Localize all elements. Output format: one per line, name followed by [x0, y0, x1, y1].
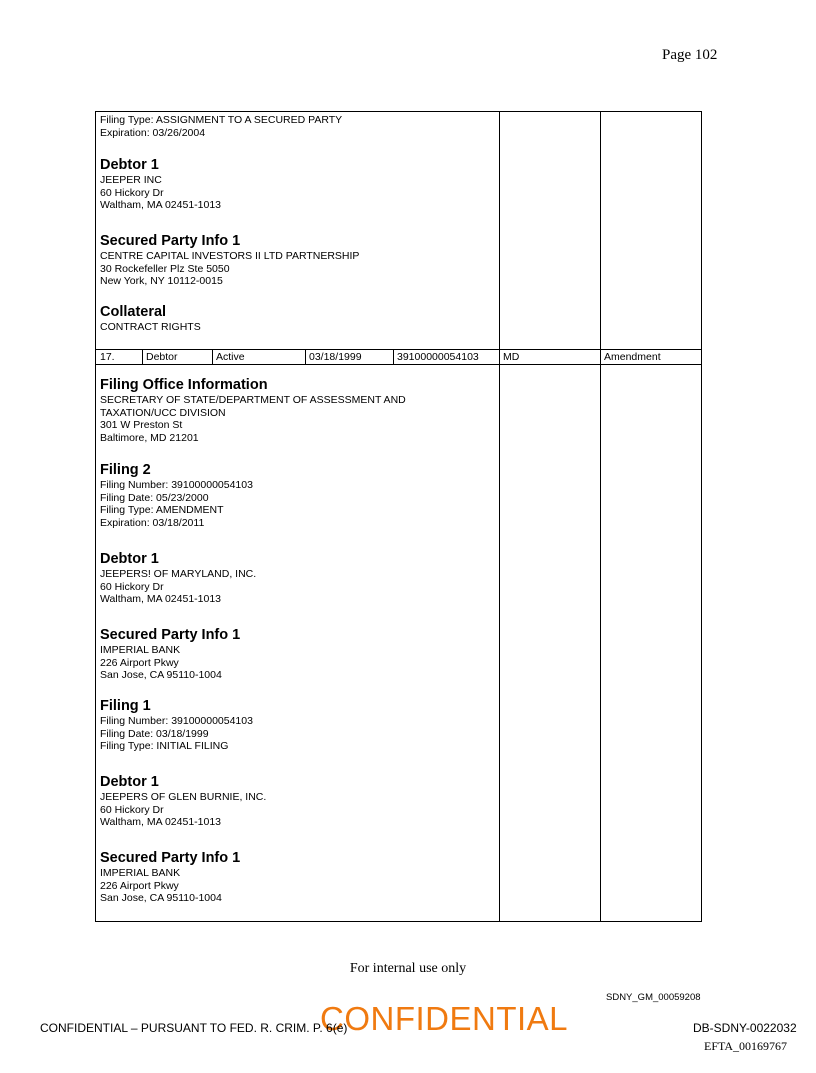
secured-party-city: San Jose, CA 95110-1004	[100, 669, 222, 682]
filing-date: Filing Date: 03/18/1999	[100, 727, 209, 740]
section-heading: Debtor 1	[100, 157, 159, 173]
filing-office-city: Baltimore, MD 21201	[100, 431, 199, 444]
secured-party-section	[100, 233, 500, 288]
filing-type: Filing Type: INITIAL FILING	[100, 740, 229, 753]
section-heading: Debtor 1	[100, 551, 159, 567]
debtor-name: JEEPERS! OF MARYLAND, INC.	[100, 568, 257, 580]
secured-party-city: San Jose, CA 95110-1004	[100, 892, 222, 905]
row-action: Amendment	[604, 351, 661, 363]
section-heading: Secured Party Info 1	[100, 233, 241, 249]
section-heading: Collateral	[100, 304, 167, 320]
filing-2-section	[100, 462, 500, 529]
secured-party-section	[100, 627, 500, 682]
collateral-section	[100, 304, 500, 334]
section-heading: Debtor 1	[100, 774, 159, 790]
section-heading: Filing 1	[100, 698, 151, 714]
debtor-city: Waltham, MA 02451-1013	[100, 816, 222, 829]
filing-expiration: Expiration: 03/18/2011	[100, 516, 205, 529]
page-number: Page 102	[662, 47, 718, 63]
production-number: DB-SDNY-0022032	[693, 1021, 797, 1035]
bates-number: SDNY_GM_00059208	[606, 992, 701, 1003]
section-heading: Secured Party Info 1	[100, 850, 241, 866]
debtor-street: 60 Hickory Dr	[100, 803, 164, 816]
confidential-stamp: CONFIDENTIAL	[320, 1000, 569, 1037]
filing-date: Filing Date: 05/23/2000	[100, 491, 209, 504]
secured-party-name: IMPERIAL BANK	[100, 644, 181, 656]
section-heading: Filing Office Information	[100, 377, 268, 393]
debtor-name: JEEPERS OF GLEN BURNIE, INC.	[100, 791, 267, 803]
efta-number: EFTA_00169767	[704, 1039, 788, 1053]
debtor-city: Waltham, MA 02451-1013	[100, 199, 222, 212]
filing-number: Filing Number: 39100000054103	[100, 479, 253, 491]
row-party-type: Debtor	[146, 351, 178, 363]
debtor-section	[100, 774, 500, 829]
filing-office-street: 301 W Preston St	[100, 419, 183, 432]
filing-office-division: TAXATION/UCC DIVISION	[100, 406, 226, 419]
row-date: 03/18/1999	[309, 351, 362, 363]
section-heading: Filing 2	[100, 462, 151, 478]
debtor-street: 60 Hickory Dr	[100, 186, 164, 199]
expiration-line: Expiration: 03/26/2004	[100, 126, 206, 139]
internal-use-notice: For internal use only	[349, 961, 467, 976]
row-state: MD	[503, 351, 520, 363]
secured-party-street: 30 Rockefeller Plz Ste 5050	[100, 262, 230, 275]
debtor-name: JEEPER INC	[100, 174, 162, 186]
debtor-street: 60 Hickory Dr	[100, 580, 164, 593]
row-divider	[96, 364, 701, 365]
debtor-section	[100, 551, 500, 606]
debtor-section	[100, 157, 500, 212]
secured-party-section	[100, 850, 500, 905]
record-table	[95, 111, 702, 922]
row-filing-number: 39100000054103	[397, 351, 479, 363]
filing-type-line: Filing Type: ASSIGNMENT TO A SECURED PARTY	[100, 114, 343, 126]
secured-party-street: 226 Airport Pkwy	[100, 879, 179, 892]
secured-party-city: New York, NY 10112-0015	[100, 275, 223, 288]
secured-party-name: CENTRE CAPITAL INVESTORS II LTD PARTNERSHIP	[100, 250, 360, 262]
filing-type: Filing Type: AMENDMENT	[100, 504, 224, 517]
row-status: Active	[216, 351, 245, 363]
confidential-legend: CONFIDENTIAL – PURSUANT TO FED. R. CRIM. P. 6(e)	[40, 1021, 348, 1035]
filing-office-name: SECRETARY OF STATE/DEPARTMENT OF ASSESSMENT AND	[100, 394, 406, 406]
filing-1-section	[100, 698, 500, 753]
collateral-value: CONTRACT RIGHTS	[100, 321, 201, 333]
filing-office-section	[100, 377, 500, 444]
column-divider	[600, 112, 601, 921]
filing-number: Filing Number: 39100000054103	[100, 715, 253, 727]
debtor-city: Waltham, MA 02451-1013	[100, 593, 222, 606]
secured-party-street: 226 Airport Pkwy	[100, 656, 179, 669]
section-heading: Secured Party Info 1	[100, 627, 241, 643]
secured-party-name: IMPERIAL BANK	[100, 867, 181, 879]
row-number: 17.	[100, 351, 115, 363]
filing-continuation	[100, 114, 500, 139]
